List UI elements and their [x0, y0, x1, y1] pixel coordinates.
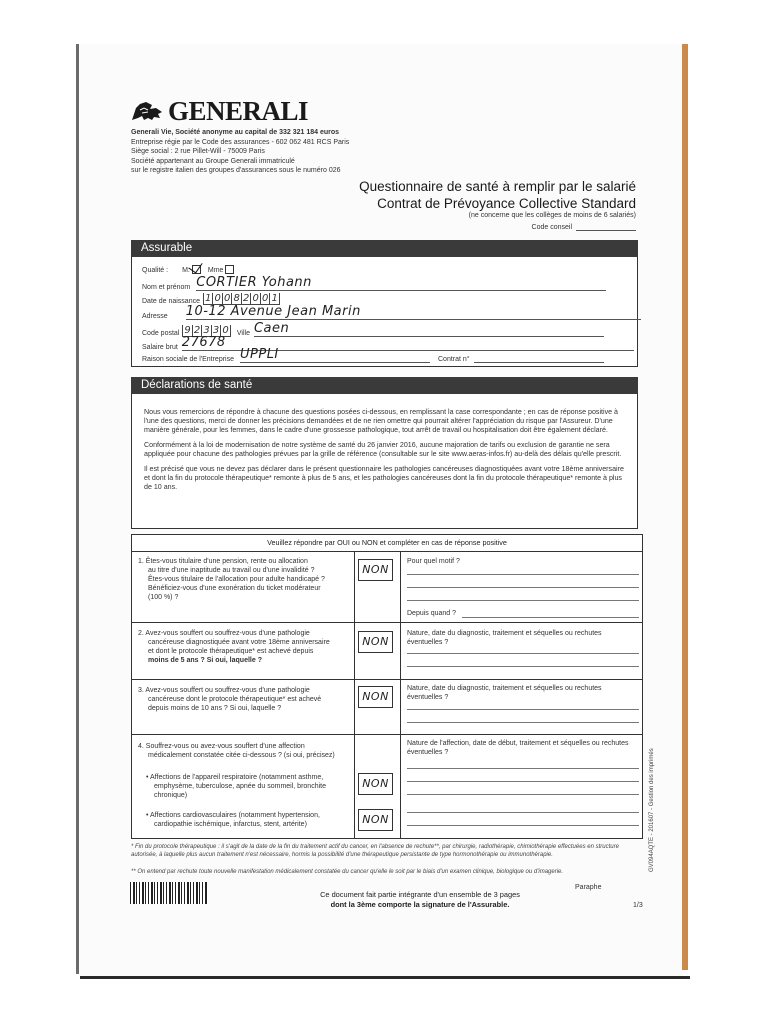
naissance-field[interactable]: 1 0 0 8 2 0 0 1 — [203, 293, 280, 305]
declarations-paragraph-1: Nous vous remercions de répondre à chacune des questions posées ci-dessous, en remplissant la case correspondante ; en cas de réponse positive à l'une des questions, merci de donner les précisions demandées et de ne rien omettre qui pourrait altérer l'appréciation du risque par l'Assureur. D'une manière générale, pour les femmes, dans le cadre d'une grossesse pathologique, tout arrêt de travail ou hospitalisation doit être également déclaré. — [144, 408, 618, 434]
scan-edge-bottom — [80, 976, 690, 979]
ville-field[interactable]: Caen — [254, 321, 604, 337]
question-1-since-label: Depuis quand ? — [407, 610, 457, 617]
nom-row — [142, 275, 606, 291]
bottom-notice: Ce document fait partie intégrante d'un ensemble de 3 pages dont la 3ème comporte la signature de l'Assurable. — [320, 890, 520, 909]
question-row-1 — [132, 551, 642, 623]
question-1-detail-label: Pour quel motif ? — [407, 558, 460, 565]
logo-text: GENERALI — [168, 95, 309, 126]
qualite-label: Qualité : — [142, 267, 169, 274]
company-line: Siège social : 2 rue Pillet-Will - 75009 Paris — [131, 148, 265, 156]
footnote-2: ** On entend par rechute toute nouvelle manifestation médicalement constatée du cancer qu'elle le soit par le biais d'un examen clinique, biologique ou d'imagerie. — [131, 869, 564, 875]
detail-line[interactable] — [407, 825, 639, 826]
company-line: Generali Vie, Société anonyme au capital de 332 321 184 euros — [131, 129, 340, 136]
question-row-3 — [132, 680, 642, 735]
question-row-2 — [132, 623, 642, 680]
detail-line[interactable] — [407, 812, 639, 813]
questions-header: Veuillez répondre par OUI ou NON et compléter en cas de réponse positive — [132, 535, 642, 552]
answer-4b-non[interactable]: NON — [358, 809, 393, 831]
raison-row — [142, 347, 604, 363]
code-conseil-label: Code conseil — [531, 224, 572, 231]
answer-1-non[interactable]: NON — [358, 559, 393, 581]
salaire-label: Salaire brut — [142, 344, 178, 351]
qualite-m-label: M. — [182, 267, 190, 274]
ville-label: Ville — [236, 330, 250, 337]
detail-line[interactable] — [407, 587, 639, 588]
qualite-mme-checkbox[interactable] — [225, 265, 234, 274]
scan-edge-left — [76, 44, 79, 974]
declarations-paragraph-2: Conformément à la loi de modernisation de notre système de santé du 26 janvier 2016, aucune majoration de tarifs ou exclusion de garantie ne sera appliquée pour chacune des pathologies prévues par la grille de référence (consultable sur le site www.aeras-infos.fr) au-delà des délais qu'elle prescrit. — [144, 441, 622, 458]
nom-field[interactable]: CORTIER Yohann — [196, 275, 606, 291]
raison-label: Raison sociale de l'Entreprise — [142, 356, 234, 363]
salaire-field[interactable]: 27678 — [182, 335, 634, 351]
detail-line[interactable] — [407, 781, 639, 782]
answer-4a-non[interactable]: NON — [358, 773, 393, 795]
lion-icon — [130, 100, 164, 122]
declarations-paragraph-3: Il est précisé que vous ne devez pas déclarer dans le présent questionnaire les pathologies cancéreuses diagnostiquées avant votre 18ème anniversaire et dont la fin du protocole thérapeutique* remonte à plus de 5 ans, et les pathologies cancéreuses dont la fin du protocole thérapeutique* remonte à plus de 10 ans. — [144, 465, 624, 491]
detail-line[interactable] — [407, 666, 639, 667]
document-title: Questionnaire de santé à remplir par le salarié — [359, 179, 636, 194]
detail-line[interactable] — [407, 768, 639, 769]
detail-line[interactable] — [407, 722, 639, 723]
question-1-text: 1. Êtes-vous titulaire d'une pension, rente ou allocation au titre d'une inaptitude au travail ou d'une invalidité ? Êtes-vous titulaire de l'allocation pour adulte handicapé ? Bénéficiez-vous d'une exonération du ticket modérateur (100 %) ? — [138, 558, 325, 601]
company-line: Société appartenant au Groupe Generali immatriculé — [131, 157, 295, 165]
question-4-detail-label: Nature de l'affection, date de début, traitement et séquelles ou rechutes éventuelles ? — [407, 740, 629, 756]
generali-logo — [130, 95, 309, 126]
questions-table — [131, 534, 643, 839]
page-number: 1/3 — [633, 902, 643, 909]
detail-line[interactable] — [407, 574, 639, 575]
question-4-text: 4. Souffrez-vous ou avez-vous souffert d'une affection médicalement constatée citée ci-dessous ? (si oui, précisez) — [138, 743, 335, 759]
question-row-4 — [132, 735, 642, 838]
question-3-text: 3. Avez-vous souffert ou souffrez-vous d'une pathologie cancéreuse dont le protocole thérapeutique* est achevé depuis moins de 10 ans ? Si oui, laquelle ? — [138, 687, 322, 712]
raison-field[interactable]: UPPLI — [240, 347, 430, 363]
document-subtitle: Contrat de Prévoyance Collective Standard — [377, 196, 636, 211]
assurable-box — [131, 257, 638, 367]
code-postal-field[interactable]: 9 2 3 3 0 — [182, 325, 231, 337]
nom-label: Nom et prénom — [142, 284, 191, 291]
assurable-header: Assurable — [131, 240, 638, 257]
form-reference: GV094AQTE - 201607 - Gestion des imprimés — [649, 748, 655, 872]
adresse-row — [142, 304, 641, 320]
title-note: (ne concerne que les collèges de moins de 6 salariés) — [468, 212, 636, 219]
declarations-text — [144, 408, 626, 498]
contrat-field[interactable] — [474, 353, 604, 363]
adresse-field[interactable]: 10-12 Avenue Jean Marin — [186, 304, 641, 320]
code-conseil-field[interactable] — [532, 224, 636, 231]
declarations-header: Déclarations de santé — [131, 377, 638, 394]
answer-3-non[interactable]: NON — [358, 686, 393, 708]
qualite-row — [142, 265, 237, 274]
cp-label: Code postal — [142, 330, 180, 337]
company-line: sur le registre italien des groupes d'assurances sous le numéro 026 — [131, 167, 341, 175]
answer-2-non[interactable]: NON — [358, 631, 393, 653]
scan-edge-right — [682, 44, 688, 970]
question-2-detail-label: Nature, date du diagnostic, traitement et séquelles ou rechutes éventuelles ? — [407, 630, 602, 646]
naissance-label: Date de naissance — [142, 298, 200, 305]
paraphe-label: Paraphe — [575, 884, 602, 891]
company-info — [131, 128, 391, 176]
adresse-label: Adresse — [142, 313, 168, 320]
detail-line[interactable] — [462, 617, 639, 618]
detail-line[interactable] — [407, 600, 639, 601]
question-3-detail-label: Nature, date du diagnostic, traitement et séquelles ou rechutes éventuelles ? — [407, 685, 602, 701]
barcode — [130, 882, 208, 904]
contrat-label: Contrat n° — [438, 356, 470, 363]
detail-line[interactable] — [407, 709, 639, 710]
question-4b-text: • Affections cardiovasculaires (notamment hypertension, cardiopathie ischémique, infarctus, stent, artérite) — [146, 812, 320, 828]
footnote-1: * Fin du protocole thérapeutique : il s'agit de la date de la fin du traitement actif du cancer, en l'absence de rechute**, par chirurgie, radiothérapie, chimiothérapie effectuées en structure autorisée, à laquelle plus aucun traitement n'est nécessaire, hormis la possibilité d'une thérapeutique persistante de type hormonothérapie ou immunothérapie. — [131, 844, 619, 858]
question-2-text: 2. Avez-vous souffert ou souffrez-vous d'une pathologie cancéreuse diagnostiquée avant votre 18ème anniversaire et dont le protocole thérapeutique* est achevé depuis moins de 5 ans ? Si oui, laquelle ? — [138, 630, 330, 664]
declarations-box — [131, 394, 638, 529]
qualite-mme-label: Mme — [207, 267, 224, 274]
company-line: Entreprise régie par le Code des assurances - 602 062 481 RCS Paris — [131, 138, 350, 146]
detail-line[interactable] — [407, 653, 639, 654]
qualite-m-checkbox[interactable] — [192, 265, 201, 274]
question-4a-text: • Affections de l'appareil respiratoire (notamment asthme, emphysème, tuberculose, apnée du sommeil, bronchite chronique) — [146, 774, 326, 799]
detail-line[interactable] — [407, 794, 639, 795]
